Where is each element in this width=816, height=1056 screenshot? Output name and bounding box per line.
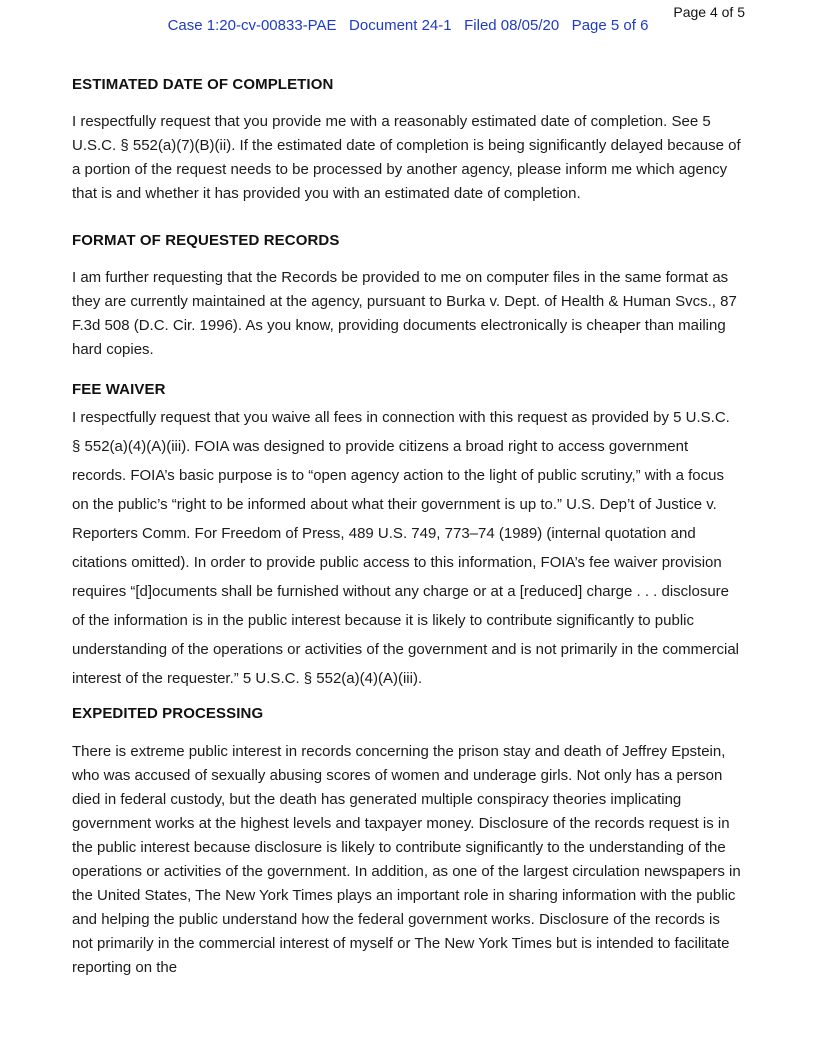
paragraph: There is extreme public interest in records concerning the prison stay and death of Jeffrey Epstein, who was accused of sexually abusing scores of women and underage girls. Not only has a person died in federal custody, but the death has generated multiple conspiracy theories implicating government works at the highest levels and taxpayer money. Disclosure of the records request is in the public interest because disclosure is likely to contribute significantly to the understanding of the operations or activities of the government. In addition, as one of the largest circulation newspapers in the United States, The New York Times plays an important role in sharing information with the public and helping the public understand how the federal government works. Disclosure of the records is not primarily in the commercial interest of myself or The New York Times but is intended to facilitate reporting on the [72, 743, 741, 976]
section-expedited-processing [72, 705, 742, 980]
section-heading: ESTIMATED DATE OF COMPLETION [72, 76, 334, 93]
section-heading: FEE WAIVER [72, 381, 166, 398]
paragraph: I am further requesting that the Records be provided to me on computer files in the same format as they are currently maintained at the agency, pursuant to Burka v. Dept. of Health & Human Svcs., 87 F.3d 508 (D.C. Cir. 1996). As you know, providing documents electronically is cheaper than mailing hard copies. [72, 269, 737, 358]
paragraph: I respectfully request that you provide me with a reasonably estimated date of completion. See 5 U.S.C. § 552(a)(7)(B)(ii). If the estimated date of completion is being significantly delayed because of a portion of the request needs to be processed by another agency, please inform me which agency that is and whether it has provided you with an estimated date of completion. [72, 113, 741, 202]
section-estimated-date-of-completion [72, 76, 742, 206]
case-header-stamp: Case 1:20-cv-00833-PAE Document 24-1 Filed 08/05/20 Page 5 of 6 [167, 17, 649, 34]
section-heading: FORMAT OF REQUESTED RECORDS [72, 232, 340, 249]
page-number-indicator: Page 4 of 5 [673, 4, 745, 20]
section-heading: EXPEDITED PROCESSING [72, 705, 264, 722]
section-fee-waiver [72, 381, 742, 693]
paragraph: I respectfully request that you waive all fees in connection with this request as provided by 5 U.S.C. § 552(a)(4)(A)(iii). FOIA was designed to provide citizens a broad right to access government records. FOIA’s basic purpose is to “open agency action to the light of public scrutiny,” with a focus on the public’s “right to be informed about what their government is up to.” U.S. Dep’t of Justice v. Reporters Comm. For Freedom of Press, 489 U.S. 749, 773–74 (1989) (internal quotation and citations omitted). In order to provide public access to this information, FOIA’s fee waiver provision requires “[d]ocuments shall be furnished without any charge or at a [reduced] charge . . . disclosure of the information is in the public interest because it is likely to contribute significantly to public understanding of the operations or activities of the government and is not primarily in the commercial interest of the requester.” 5 U.S.C. § 552(a)(4)(A)(iii). [72, 409, 740, 687]
document-body [72, 76, 742, 980]
section-format-of-requested-records [72, 232, 742, 362]
